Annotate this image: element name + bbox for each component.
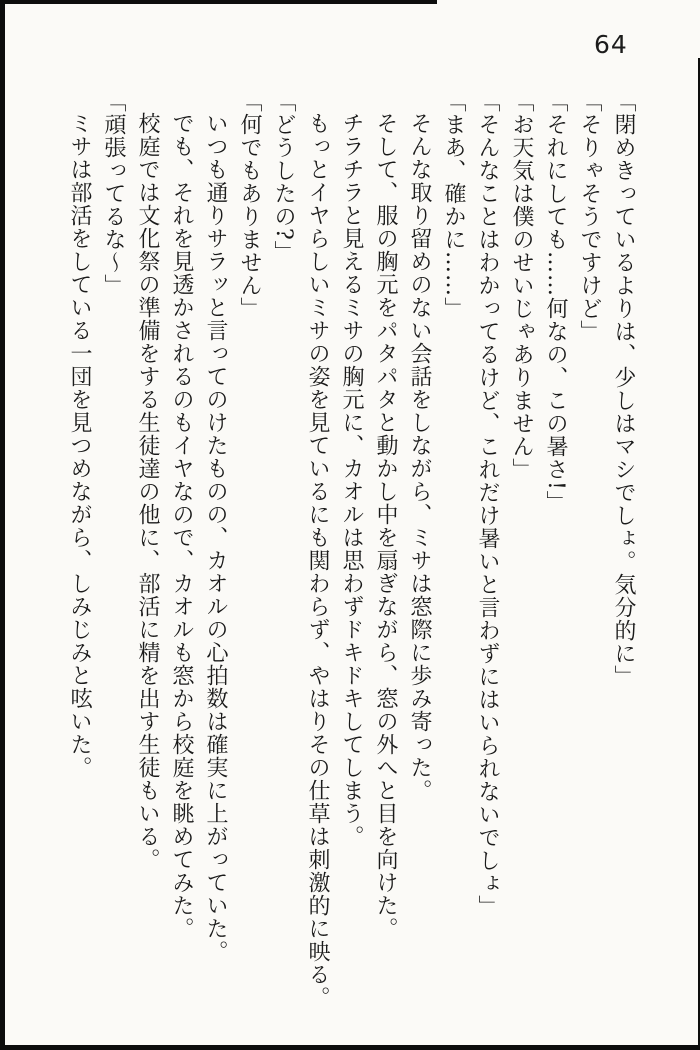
text-line: 「それにしても……何なの、この暑さ!」 — [543, 90, 568, 514]
text-line: 「何でもありません」 — [237, 90, 262, 320]
scan-edge-top — [0, 0, 437, 4]
text-line: いつも通りサラッと言ってのけたものの、カオルの心拍数は確実に上がっていた。 — [203, 112, 228, 963]
text-line: 「頑張ってるな〜」 — [101, 90, 126, 297]
text-line: 「閉めきっているよりは、少しはマシでしょ。気分的に」 — [611, 90, 636, 688]
text-line: 「そりゃそうですけど」 — [577, 90, 602, 343]
scan-edge-left — [0, 0, 5, 1050]
scan-edge-bottom — [0, 1045, 700, 1050]
text-line: もっとイヤらしいミサの姿を見ているにも関わらず、やはりその仕草は刺激的に映る。 — [305, 112, 330, 1009]
text-line: 校庭では文化祭の準備をする生徒達の他に、部活に精を出す生徒もいる。 — [135, 112, 160, 871]
text-line: 「まあ、確かに……」 — [441, 90, 466, 320]
text-line: 「どうしたの?」 — [271, 90, 296, 264]
text-line: でも、それを見透かされるのもイヤなので、カオルも窓から校庭を眺めてみた。 — [169, 112, 194, 940]
text-line: ミサは部活をしている一団を見つめながら、しみじみと呟いた。 — [67, 112, 92, 779]
text-line: そんな取り留めのない会話をしながら、ミサは窓際に歩み寄った。 — [407, 112, 432, 802]
text-line: 「お天気は僕のせいじゃありません」 — [509, 90, 534, 481]
text-line: そして、服の胸元をパタパタと動かし中を扇ぎながら、窓の外へと目を向けた。 — [373, 112, 398, 940]
text-line: 「そんなことはわかってるけど、これだけ暑いと言わずにはいられないでしょ」 — [475, 90, 500, 918]
text-body — [62, 90, 640, 1042]
page-number: 64 — [594, 30, 628, 59]
text-line: チラチラと見えるミサの胸元に、カオルは思わずドキドキしてしまう。 — [339, 112, 364, 848]
